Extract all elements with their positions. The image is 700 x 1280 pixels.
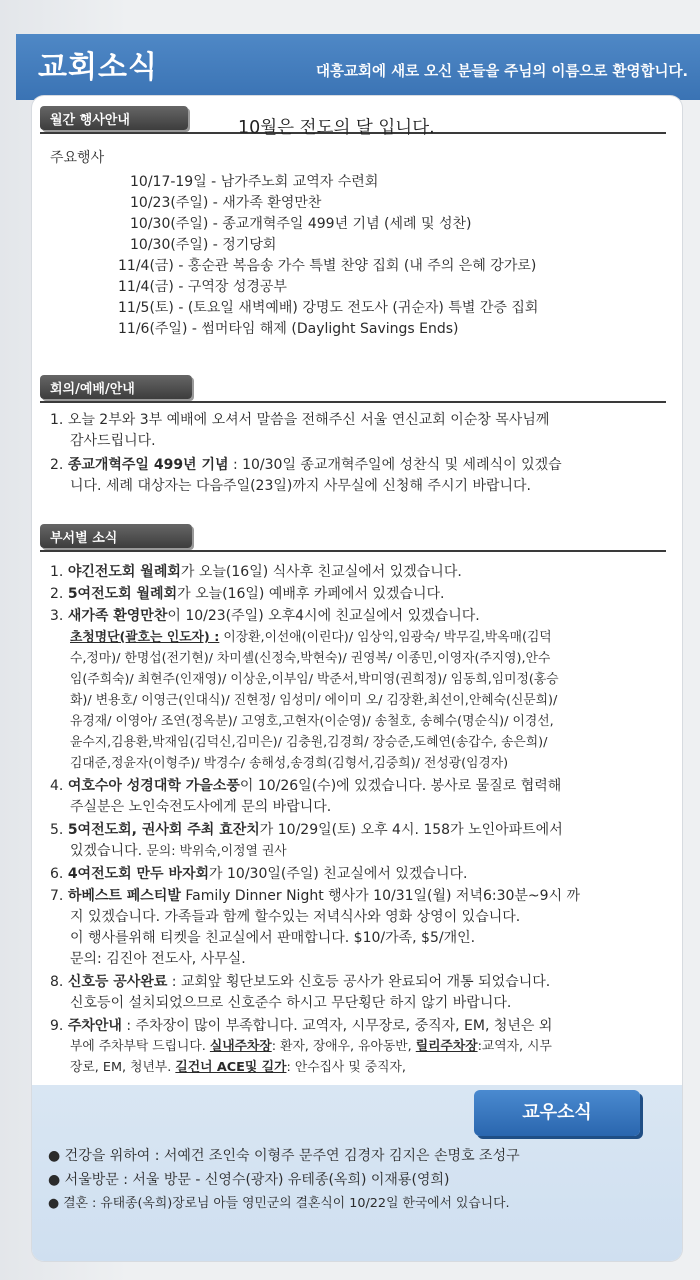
section-label-dept: 부서별 소식 [40,524,192,548]
event-item: 10/30(주일) - 종교개혁주일 499년 기념 (세례 및 성찬) [130,216,472,232]
event-item: 10/17-19일 - 남가주노회 교역자 수련회 [130,174,379,190]
meeting-item-2 [50,455,562,475]
dept-item-9: 9. 주차안내 : 주차장이 많이 부족합니다. 교역자, 시무장로, 중직자, EM, 청년은 외 [50,1018,553,1034]
section-label-monthly: 월간 행사안내 [40,106,188,130]
dept-item-3: 3. 새가족 환영만찬이 10/23(주일) 오후4시에 친교실에서 있겠습니다. [50,608,480,624]
header-bar [16,34,700,100]
bullet-icon: ● [48,1172,61,1188]
event-item: 10/23(주일) - 새가족 환영만찬 [130,195,322,211]
members-label: 교우소식 [474,1090,640,1136]
item-text: : 10/30일 종교개혁주일에 성찬식 및 세례식이 있겠습 [228,457,562,473]
item-number: 1. [50,412,64,428]
dept-item-7: 7. 하베스트 페스티발 Family Dinner Night 행사가 10/31일(월) 저녁6:30분~9시 까 [50,888,581,904]
bullet-icon: ● [48,1196,60,1211]
dept-item-7-cont: 이 행사를위해 티켓을 친교실에서 판매합니다. $10/가족, $5/개인. [70,930,476,946]
invite-list-line: 수,정마)/ 한명섭(전기현)/ 차미셸(신정숙,박현숙)/ 권영복/ 이종민,이영자(주지영),안수 [70,651,551,666]
dept-item-9-cont: 부에 주차부탁 드립니다. 실내주차장: 환자, 장애우, 유아동반, 릴리주차장:교역자, 시무 [70,1039,552,1054]
invite-list-line: 임(주희숙)/ 최현주(인재영)/ 이상운,이부임/ 박준서,박미영(권희정)/ 임동희,임미정(홍승 [70,672,559,687]
section-divider [40,550,666,552]
monthly-heading: 10월은 전도의 달 입니다. [238,118,435,138]
members-item-health: ● 건강을 위하여 : 서예건 조인숙 이형주 문주연 김경자 김지은 손명호 조성구 [48,1148,520,1164]
dept-item-6: 6. 4여전도회 만두 바자회가 10/30일(주일) 친교실에서 있겠습니다. [50,866,468,882]
section-label-meeting: 회의/예배/안내 [40,375,192,399]
invite-list: 초청명단(괄호는 인도자) : 이장환,이선애(이린다)/ 임상익,임광숙/ 박무길,박옥매(김덕 [70,630,552,645]
section-divider [40,401,666,403]
item-bold: 종교개혁주일 499년 기념 [67,457,229,473]
welcome-subtitle: 대흥교회에 새로 오신 분들을 주님의 이름으로 환영합니다. [316,64,688,80]
bullet-icon: ● [48,1148,61,1164]
item-number: 2. [50,457,64,473]
event-item: 11/6(주일) - 썸머타임 해제 (Daylight Savings Ends) [118,321,459,337]
dept-item-8: 8. 신호등 공사완료 : 교회앞 횡단보도와 신호등 공사가 완료되어 개통 되었습니다. [50,974,551,990]
event-item: 11/5(토) - (토요일 새벽예배) 강명도 전도사 (귀순자) 특별 간증 집회 [118,300,539,316]
meeting-item-1 [50,410,549,430]
members-item-visit: ● 서울방문 : 서울 방문 - 신영수(광자) 유테종(옥희) 이재룡(영희) [48,1172,450,1188]
dept-item-4-cont: 주실분은 노인숙전도사에게 문의 바랍니다. [70,799,332,815]
item-text: 오늘 2부와 3부 예배에 오셔서 말씀을 전해주신 서울 연신교회 이순창 목사님께 [67,412,550,428]
events-title: 주요행사 [50,150,105,166]
invite-list-line: 윤수지,김용환,박재임(김덕신,김미은)/ 김충원,김경희/ 장승준,도혜연(송갑수, 송은희)/ [70,735,548,750]
event-item: 11/4(금) - 구역장 성경공부 [118,279,287,295]
page-title: 교회소식 [38,50,158,85]
dept-item-5: 5. 5여전도회, 권사회 주최 효잔치가 10/29일(토) 오후 4시. 158가 노인아파트에서 [50,822,563,838]
meeting-item-1-cont: 감사드립니다. [70,433,156,449]
dept-item-2: 2. 5여전도회 월례회가 오늘(16일) 예배후 카페에서 있겠습니다. [50,586,445,602]
dept-item-8-cont: 신호등이 설치되었으므로 신호준수 하시고 무단횡단 하지 않기 바랍니다. [70,995,512,1011]
members-item-wedding: ● 결혼 : 유태종(옥희)장로님 아들 영민군의 결혼식이 10/22일 한국에서 있습니다. [48,1196,510,1211]
invite-list-line: 화)/ 변용호/ 이영근(인대식)/ 진현정/ 임성미/ 에이미 오/ 김장환,최선이,안혜숙(신문희)/ [70,693,558,708]
dept-item-7-cont: 문의: 김진아 전도사, 사무실. [70,951,246,967]
invite-list-line: 김대준,정윤자(이형주)/ 박경수/ 송해성,송경희(김형서,김중희)/ 전성광(임경자) [70,756,509,771]
dept-item-7-cont: 지 있겠습니다. 가족들과 함께 할수있는 저녁식사와 영화 상영이 있습니다. [70,909,521,925]
invite-list-line: 유경재/ 이영아/ 조연(정옥분)/ 고영호,고현자(이순영)/ 송철호, 송혜수(명순식)/ 이경선, [70,714,554,729]
dept-item-4: 4. 여호수아 성경대학 가을소풍이 10/26일(수)에 있겠습니다. 봉사로 물질로 협력해 [50,778,562,794]
event-item: 11/4(금) - 홍순관 복음송 가수 특별 찬양 집회 (내 주의 은혜 강가로) [118,258,537,274]
dept-item-9-cont: 장로, EM, 청년부. 길건너 ACE및 길가: 안수집사 및 중직자, [70,1060,406,1075]
dept-item-5-cont: 있겠습니다. 문의: 박위숙,이정열 권사 [70,843,287,859]
meeting-item-2-cont: 니다. 세례 대상자는 다음주일(23일)까지 사무실에 신청해 주시기 바랍니다. [70,478,531,494]
dept-item-1: 1. 야긴전도회 월례회가 오늘(16일) 식사후 친교실에서 있겠습니다. [50,564,462,580]
event-item: 10/30(주일) - 정기당회 [130,237,277,253]
